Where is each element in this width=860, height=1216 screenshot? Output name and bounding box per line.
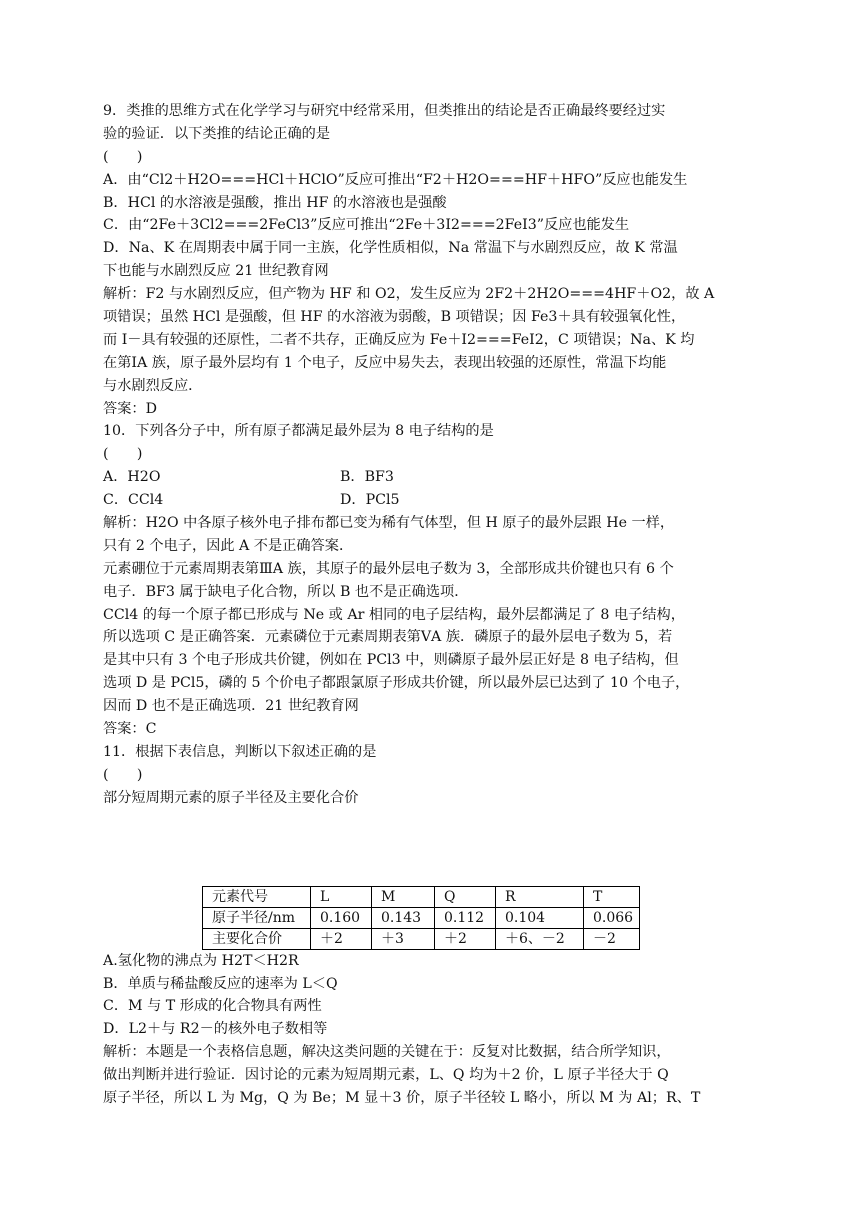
analysis-line: 原子半径，所以 L 为 Mg，Q 为 Be；M 显＋3 价，原子半径较 L 略小，所以 M 为 Al；R、T	[103, 1089, 701, 1106]
option-d: D．Na、K 在周期表中属于同一主族，化学性质相似，Na 常温下与水剧烈反应，故 K 常温	[103, 240, 678, 257]
table-cell: 原子半径/nm	[203, 907, 311, 928]
analysis-line: 所以选项 C 是正确答案．元素磷位于元素周期表第ⅤA 族．磷原子的最外层电子数为 5，若	[103, 629, 673, 646]
analysis-line: 是其中只有 3 个电子形成共价键，例如在 PCl3 中，则磷原子最外层正好是 8 电子结构，但	[103, 652, 679, 669]
table-cell: L	[311, 886, 372, 907]
table-cell: ＋2	[435, 928, 496, 949]
analysis-line: 在第ⅠA 族，原子最外层均有 1 个电子，反应中易失去，表现出较强的还原性，常温下均能	[103, 354, 667, 371]
analysis-line: 与水剧烈反应．	[103, 377, 203, 394]
analysis-line: 解析：H2O 中各原子核外电子排布都已变为稀有气体型，但 H 原子的最外层跟 He 一样，	[103, 515, 675, 532]
option-b: B．HCl 的水溶液是强酸，推出 HF 的水溶液也是强酸	[103, 194, 447, 211]
answer-line: 答案：D	[103, 400, 157, 417]
analysis-line: 元素硼位于元素周期表第ⅢA 族，其原子的最外层电子数为 3，全部形成共价键也只有 6 个	[103, 560, 674, 577]
option-a: A．由“Cl2＋H2O===HCl＋HClO”反应可推出“F2＋H2O===HF＋HFO”反应也能发生	[103, 171, 688, 188]
table-row	[203, 907, 640, 928]
answer-paren: ( )	[103, 766, 143, 783]
analysis-line: 而 I－具有较强的还原性，二者不共存，正确反应为 Fe＋I2===FeI2，C 项错误；Na、K 均	[103, 331, 695, 348]
element-table	[202, 886, 640, 950]
answer-paren: ( )	[103, 148, 143, 165]
table-row	[203, 928, 640, 949]
question-10	[103, 420, 743, 740]
option-d-cont: 下也能与水剧烈反应 21 世纪教育网	[103, 263, 329, 280]
option-b: B．BF3	[340, 469, 394, 486]
option-c: C．CCl4	[103, 492, 164, 509]
answer-line: 答案：C	[103, 721, 157, 738]
table-caption: 部分短周期元素的原子半径及主要化合价	[103, 789, 359, 806]
option-a: A.氢化物的沸点为 H2T＜H2R	[103, 952, 299, 969]
analysis-line: 因而 D 也不是正确选项．21 世纪教育网	[103, 698, 359, 715]
question-stem: 11．根据下表信息，判断以下叙述正确的是	[103, 743, 377, 760]
option-d: D．PCl5	[340, 492, 400, 509]
table-cell: R	[496, 886, 584, 907]
table-cell: 0.066	[584, 907, 640, 928]
analysis-line: 做出判断并进行验证．因讨论的元素为短周期元素，L、Q 均为＋2 价，L 原子半径大于 Q	[103, 1067, 669, 1084]
table-cell: 0.143	[372, 907, 435, 928]
table-cell: ＋6、－2	[496, 928, 584, 949]
document-body	[103, 100, 743, 1110]
table-header-row	[203, 886, 640, 907]
question-stem: 10．下列各分子中，所有原子都满足最外层为 8 电子结构的是	[103, 423, 494, 440]
analysis-line: 只有 2 个电子，因此 A 不是正确答案．	[103, 537, 354, 554]
table-cell: －2	[584, 928, 640, 949]
table-cell: 0.112	[435, 907, 496, 928]
spacer	[103, 810, 743, 886]
text-line: 9．类推的思维方式在化学学习与研究中经常采用，但类推出的结论是否正确最终要经过实	[103, 103, 666, 119]
analysis-line: CCl4 的每一个原子都已形成与 Ne 或 Ar 相同的电子层结构，最外层都满足了 8 电子结构，	[103, 606, 685, 623]
analysis-line: 解析：本题是一个表格信息题，解决这类问题的关键在于：反复对比数据，结合所学知识，	[103, 1044, 671, 1061]
question-9	[103, 100, 743, 420]
table-cell: T	[584, 886, 640, 907]
analysis-line: 选项 D 是 PCl5，磷的 5 个价电子都跟氯原子形成共价键，所以最外层已达到了 10 个电子，	[103, 675, 690, 692]
answer-paren: ( )	[103, 446, 143, 463]
table-cell: 0.160	[311, 907, 372, 928]
table-cell: 主要化合价	[203, 928, 311, 949]
question-11	[103, 741, 743, 1110]
options-row	[103, 466, 743, 489]
option-d: D．L2＋与 R2－的核外电子数相等	[103, 1021, 328, 1038]
table-cell: ＋2	[311, 928, 372, 949]
option-c: C．M 与 T 形成的化合物具有两性	[103, 998, 322, 1015]
option-b: B．单质与稀盐酸反应的速率为 L＜Q	[103, 975, 338, 992]
table-cell: 元素代号	[203, 886, 311, 907]
analysis-line: 解析：F2 与水剧烈反应，但产物为 HF 和 O2，发生反应为 2F2＋2H2O===4HF＋O2，故 A	[103, 286, 715, 303]
table-cell: ＋3	[372, 928, 435, 949]
text-line: 验的验证．以下类推的结论正确的是	[103, 125, 331, 142]
options-row	[103, 489, 743, 512]
table-cell: M	[372, 886, 435, 907]
analysis-line: 项错误；虽然 HCl 是强酸，但 HF 的水溶液为弱酸，B 项错误；因 Fe3＋具有较强氧化性，	[103, 309, 686, 326]
table-cell: 0.104	[496, 907, 584, 928]
table-cell: Q	[435, 886, 496, 907]
option-a: A．H2O	[103, 469, 161, 486]
analysis-line: 电子．BF3 属于缺电子化合物，所以 B 也不是正确选项．	[103, 583, 469, 600]
option-c: C．由“2Fe＋3Cl2===2FeCl3”反应可推出“2Fe＋3I2===2FeI3”反应也能发生	[103, 217, 630, 234]
